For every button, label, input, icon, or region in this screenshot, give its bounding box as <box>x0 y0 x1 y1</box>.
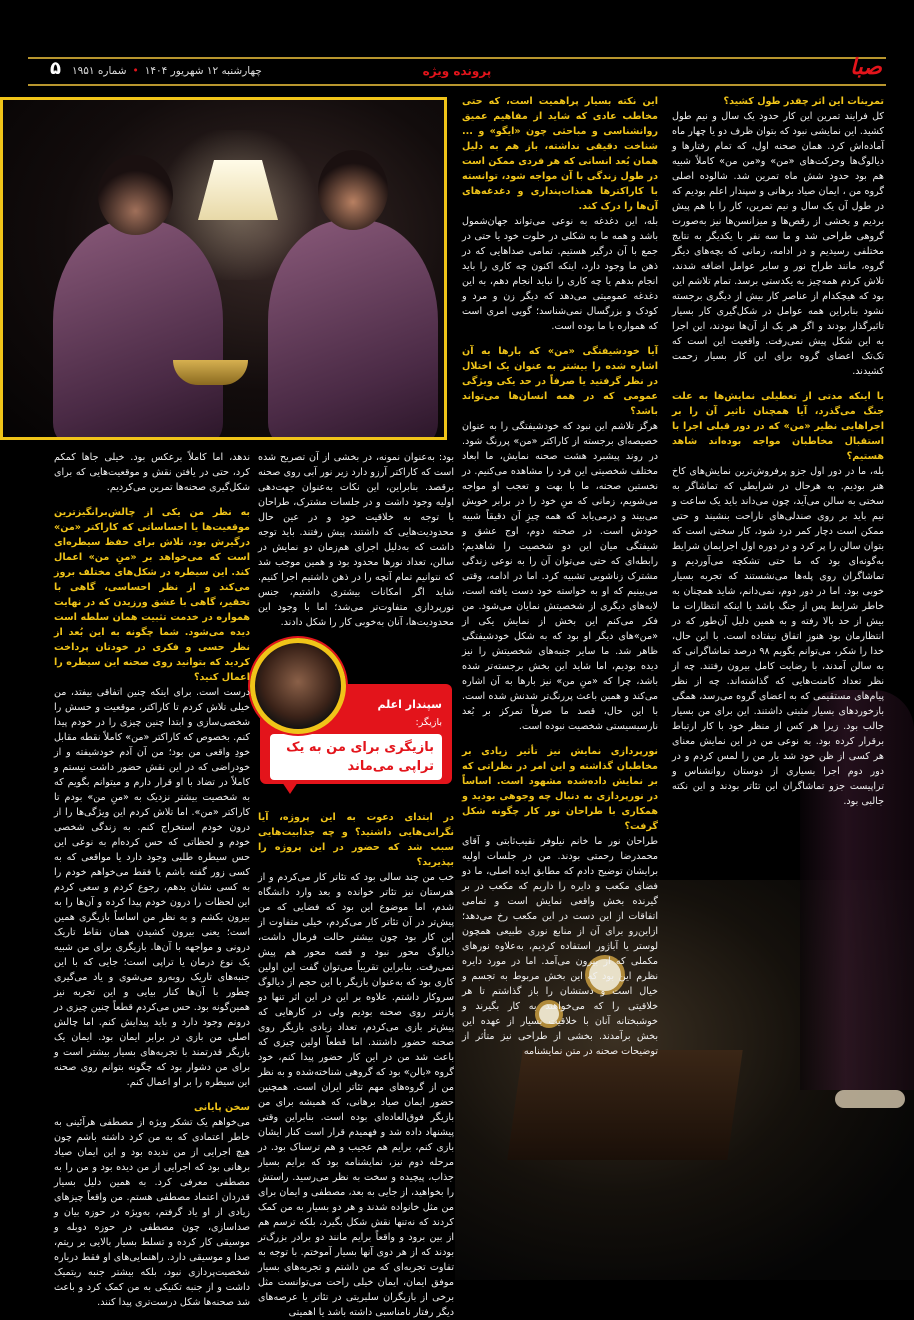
issue-date: چهارشنبه ۱۲ شهریور ۱۴۰۴ <box>144 65 262 77</box>
speech-bubble-tail <box>282 782 298 794</box>
actor-right <box>268 220 438 440</box>
issue-separator: • <box>132 65 139 77</box>
page-number: ۵ <box>50 58 61 79</box>
golden-bowl <box>173 360 248 385</box>
answer-paragraph: خب من چند سالی بود که تئاتر کار می‌کردم و از هنرستان نیز تئاتر خوانده و بعد وارد دانشگاه شدم، اما موضوع این بود که فضایی که من پیش‌تر در آن تئاتر کار می‌کردم، خیلی متفاوت از این کار بود چون بیشتر حالت فرمال داشت، دیالوگ محور نبود و قصه محور هم پیش نمی‌رفت. بنابراین تقریباً می‌توان گفت این اولین کاری بود که به‌عنوان بازیگر با این حجم از دیالوگ سروکار داشتم. علاوه بر این در این اثر تنها دو پارتنر روی صحنه بودیم ولی در کارهایی که پیش‌تر بازی می‌کردم، تعداد زیادی بازیگر روی صحنه حضور داشتند. اما قطعاً اولین چیزی که باعث شد من در این کار حضور پیدا کنم، خود گروه «بالن» بود که گروهی شناخته‌شده و به نظر من از گروه‌های مهم تئاتر ایران است. همچنین حضور ایمان صیاد برهانی، که همیشه برای من بازیگر فوق‌العاده‌ای بوده است. بنابراین وقتی پیشنهاد داده شد و فهمیدم قرار است کنار ایشان بازی کنم، برایم هم عجیب و هم ترسناک بود. در مرحله دوم نیز، نمایشنامه بود که برایم بسیار جذاب، پیچیده و سخت به نظر می‌رسید. راستش را بخواهید، از جایی به بعد، مصطفی و ایمان برای من مثل خانواده شدند و هر دو بسیار به من کمک کردند که نه‌تنها نقش شکل بگیرد، بلکه ترسم هم از بین برود و واقعاً برایم مانند دو برادر بزرگ‌تر بودند که از هر دوی آنها بسیار آموختم. با توجه به تفاوت تجربه‌ای که من داشتم و تجربه‌های بسیار موفق ایمان، ایمان خیلی راحت می‌توانست مثل برخی از بازیگران سلبریتی در تئاتر یا عرصه‌های دیگر رفتار نامناسبی داشته باشد یا اهمیتی <box>258 872 454 1318</box>
question-heading: به نظر من یکی از چالش‌برانگیزترین موقعیت‌ها یا احساساتی که کاراکتر «من» درگیرش بود، تلاش برای حفظ سیطره‌ای است که می‌خواهد بر «منِ من» اعمال کند. این سیطره در شکل‌های مختلف بروز می‌کند و از نظر احساسی، گاهی با تحقیر، گاهی با عشق ورزیدن که در نهایت همواره در خدمت تثبیت همان سلطه است دیده می‌شود. شما چگونه به این بُعد از نظر حسی و فکری در خودتان پرداخت کردید که بتوانید روی صحنه این سیطره را اعمال کنید؟ <box>54 507 250 683</box>
answer-paragraph: درست است. برای اینکه چنین اتفاقی بیفتد، من خیلی تلاش کردم تا کاراکتر، موقعیت و حسش را شخصی‌سازی و ابتدا چنین چیزی را در خودم پیدا کنم. بخصوص که کاراکتر «من» کاملاً نقطه مقابل خودِ واقعی من بود؛ من آن آدم خودشیفته و از خودراضی که در این نقش حضور داشت نیستم و کاملاً در تضاد با او قرار دارم و میتوانم بگویم که به شخصیت بیشتر نزدیک به «منِ من» بودم تا کاراکتر «من». اما تلاش کردم این ویژگی‌ها را از درون خودم استخراج کنم. به زندگی شخصی خودم و لحظاتی که حس کرده‌ام به نوعی این حس سیطره طلبی وجود دارد یا مواقعی که به کسی زور گفته باشم یا فقط می‌خواهم خودم را به کسی نشان بدهم، رجوع کردم و سعی کردم این لحظات را درون خودم پیدا کرده و آن‌ها را به بیرون بکشم و به نظر من اساساً بازیگری همین است؛ یعنی بیرون کشیدن همان نقاط تاریک درونی و مواجهه با آن‌ها. بازیگری برای من شبیه یک نوع درمان یا تراپی است؛ جایی که با این جنبه‌های تاریک روبه‌رو می‌شوی و یاد می‌گیری چطور با آن‌ها کنار بیایی و این تجربه نیز همین‌گونه بود. حس می‌کردم قطعاً چنین چیزی در درونم وجود دارد و باید پیدایش کنم. اما چالش اصلی من بازی در برابر ایمان بود. ایمان یک بازیگر قدرتمند با تجربه‌های بسیار بیشتر است و برای من دشوار بود که چگونه بتوانم روی صحنه این سیطره را بر او اعمال کنم. <box>54 687 250 1088</box>
question-heading: آیا خودشیفتگی «من» که بارها به آن اشاره شده را بیشتر به عنوان یک اختلال در نظر گرفتید یا صرفاً در حد یکی ویژگی عمومی که در همه انسان‌ها می‌تواند باشد؟ <box>462 346 658 417</box>
question-heading: تمرینات این اثر چقدر طول کشید؟ <box>723 96 884 107</box>
question-heading: نورپردازی نمایش نیز تأثیر زیادی بر مخاطبان گذاشته و این امر در نظراتی که بر نمایش داده‌شده مشهود است. اساساً در نورپردازی به دنبال چه وجوهی بودید و همکاری با طراحان نور کار چگونه شکل گرفت؟ <box>462 746 658 832</box>
answer-paragraph: طراحان نور ما خانم نیلوفر نقیب‌ثابتی و آقای محمدرضا رحمتی بودند. من در جلسات اولیه برایشان توضیح دادم که مطابق ایده اصلی، ما دو فضای مکعب و دایره را داریم که مکعب در بر گیرنده بخش واقعی نمایش است و تمامی اتفاقات از این دست در این مکعب رخ می‌دهد؛ ازاین‌رو برای آن از منابع نوری طبیعی همچون لوستر یا آباژور استفاده کردیم، به‌علاوه نورهای مکملی که از بیرون می‌آمد. اما در مورد دایره نظرم این بود که این بخش مربوط به تجسم و خیال است و دستشان را باز گذاشتم تا هر خلاقیتی را که می‌خواهند به کار بگیرند و خوشبختانه آنان با خلاقیت بسیار از عهده این بخش برآمدند. بخشی از طراحی نیز متأثر از توضیحات صحنه در متن نمایشنامه <box>462 836 658 1057</box>
slippers-prop <box>835 1090 905 1108</box>
header-bottom-rule <box>28 84 886 86</box>
desk-prop <box>507 1050 742 1160</box>
header-top-rule <box>28 57 886 59</box>
stage-photo <box>0 97 447 440</box>
issue-info <box>72 60 262 82</box>
interviewee-name: سپندار اعلم <box>377 698 442 711</box>
interviewee-box <box>258 638 454 800</box>
closing-heading: سخن پایانی <box>193 1102 250 1113</box>
answer-paragraph: هرگز تلاشم این نبود که خودشیفتگی را به عنوان خصیصه‌ای برجسته از کاراکتر «من» پررنگ شود. در روند پیشبرد هشت صحنه نمایش، ما ابعاد مختلف شخصیتی این فرد را مشاهده می‌کنیم. در نخستین صحنه، ما با بهت و تعجب او مواجه می‌شویم، زمانی که منِ خود را در برابر خویش می‌بیند و درمی‌یابد که همه چیزِ آن دقیقاً شبیه خودش است. در صحنه دوم، اوج عشق و شیفتگی میان این دو شخصیت را شاهدیم؛ رابطه‌ای که حتی می‌توان آن را به نوعی زندگی مشترک زناشویی تشبیه کرد. اما در ادامه، وقتی می‌بینیم که او به خواسته خود دست یافته است، لایه‌های دیگری از شخصیتش نمایان می‌شود. من فکر می‌کنم این بخش از نمایش یکی از «من»های دیگر او بود که به شکل خودشیفتگی ظاهر شد. ما سایر جنبه‌های شخصیتش را نیز دیده بودیم، اما شاید این بخش برجسته‌تر شده باشد، چرا که «منِ من» نیز بارها به آن اشاره می‌کند و همین باعث پررنگ‌تر شدنش شده است. با این حال، قصد ما صرفاً تمرکز بر بُعد نارسیسیستی شخصیت نبوده است. <box>462 421 658 732</box>
answer-paragraph: بله، این دغدغه به نوعی می‌تواند جهان‌شمول باشد و همه ما به شکلی در خلوت خود یا حتی در جمع با آن درگیر هستیم. تمامی صداهایی که در ذهن ما وجود دارد، اینکه اکنون چه کاری را باید انجام بدهم یا چه کاری را نباید انجام دهم، به این دغدغه عمومیتی می‌دهد که دیگر زن و مرد و کودک و بزرگسال نمی‌شناسد؛ گویی امری است که همواره با ما بوده است. <box>462 216 658 332</box>
answer-paragraph: بود: به‌عنوان نمونه، در بخشی از آن تصریح شده است که کاراکتر آرزو دارد زیر نور آبی روی صحنه برقصد. بنابراین، این نکات به‌عنوان جهت‌دهی اولیه وجود داشت و در جلسات مشترک، طراحان با توجه به خلاقیت خود و در عین حال محدودیت‌هایی که داشتند، پیش رفتند. باید توجه داشت که به‌دلیل اجرای هم‌زمان دو نمایش در سالن، تعداد نورها محدود بود و همین موجب شد که نتوانیم تمام آنچه را در ذهن داشتیم اجرا کنیم. شاید اگر امکانات بیشتری داشتیم، جنس نورپردازی متفاوت‌تر می‌شد؛ اما با وجود این محدودیت‌ها، آنان به‌خوبی کار را شکل دادند. <box>258 452 454 628</box>
answer-paragraph: ندهد، اما کاملاً برعکس بود. خیلی جاها کمکم کرد، حتی در یافتن نقش و موقعیت‌هایی که برای شکل‌گیری صحنه‌ها تمرین می‌کردیم. <box>54 452 250 493</box>
section-title: پرونده ویژه <box>422 64 492 78</box>
pull-quote: بازیگری برای من به یک تراپی می‌ماند <box>270 734 442 780</box>
article-column-3 <box>258 450 454 1320</box>
article-column-4 <box>54 450 250 1310</box>
answer-paragraph: کل فرایند تمرین این کار حدود یک سال و نیم طول کشید. این نمایشی نبود که بتوان ظرف دو یا چهار ماه آماده‌اش کرد. همان صحنه اول، که تمام رفتارها و دیالوگ‌ها وحرکت‌های «من» و«من من» کاملاً شبیه هم بود حدود شش ماه تمرین شد. شالوده اصلی گروه من ، ایمان صیاد برهانی و سپندار اعلم بودیم که در طول آن یک سال و نیم تمرین، کار را با هم پیش بردیم و بخشی از رقص‌ها و میزانسن‌ها نیز به‌صورت گروهی طراحی شد و ما سه نفر با یکدیگر به نتایج مختلفی رسیدیم و در ادامه، زمانی که بچه‌های دیگر گروه، مانند طراح نور و سایر عوامل اضافه شدند، تلاش کردم همه‌چیز به یکدستی برسد. تمام تلاشم این بود که هیچکدام از عناصر کار بیش از دیگری برجسته نشود بنابراین همه عوامل در شکل‌گیری کار بسیار تاثیرگذار بودند و اگر هر یک از آن‌ها نبودند، این اجرا به این شکل پیش نمی‌رفت. واقعیت این است که تک‌تک اعضای گروه برای این کار بسیار زحمت کشیدند. <box>672 111 884 377</box>
actor-left <box>53 220 223 440</box>
article-column-2 <box>462 94 658 1059</box>
question-heading: این نکته بسیار پراهمیت است، که حتی مخاطب عادی که شاید از مفاهیم عمیق روانشناسی و مباحثی چون «ایگو» و ... شناخت دقیقی نداشته، باز هم به دلیل همان بُعد انسانی که هر فردی ممکن است در طول زندگی با آن مواجه شود، توانسته با کاراکترها همذات‌پنداری و دغدغه‌های آن‌ها را درک کند. <box>462 96 658 212</box>
interviewee-role: بازیگر: <box>415 717 442 728</box>
answer-paragraph: می‌خواهم یک تشکر ویژه از مصطفی هرآئینی به خاطر اعتمادی که به من کرد داشته باشم چون هیچ اجرایی از من ندیده بود و این ایمان صیاد برهانی بود که اجرایی از من دیده بود و من را به مصطفی معرفی کرد. به همین دلیل بسیار قدردان اعتماد مصطفی هستم. من واقعاً چیزهای زیادی از او یاد گرفتم، به‌ویژه در حوزه بیان و صداسازی، چون مصطفی در حوزه دوبله و موسیقی کار کرده و تسلط بسیار بالایی بر ریتم، صدا و موسیقی دارد. راهنمایی‌های او فقط درباره شخصیت‌پردازی نبود، بلکه بیشتر جنبه ریتمیک داشت و از جنبه تکنیکی به من کمک کرد و باعث شد صحنه‌ها شکل درست‌تری پیدا کنند. <box>54 1117 250 1308</box>
question-heading: با اینکه مدتی از تعطیلی نمایش‌ها به علت جنگ می‌گذرد، آیا همچنان تاثیر آن را بر اجراهایی نظیر «من» که در دور قبلی اجرا با استقبال مخاطبان مواجه بوده‌اند شاهد هستیم؟ <box>672 391 884 462</box>
answer-paragraph: بله، ما در دور اول جزو پرفروش‌ترین نمایش‌های کاخ هنر بودیم. به هرحال در شرایطی که تماشاگر به سختی به سالن می‌آید، چون می‌داند باید یک ساعت و نیم باید بر روی صندلی‌های ناراحت بنشیند و حتی ممکن است دچار کمر درد شود، کار سختی است که بتوان سالن را پر کرد و در دوره اول اجرایمان شرایط به‌گونه‌ای بود که ما حتی تشکچه می‌آوردیم و تماشاگران روی پله‌ها می‌نشستند که تجربه بسیار خوبی بود. اما در دور دوم، نمی‌دانم، شاید همچنان به خاطر شرایط پس از جنگ باشد یا اینکه انتظارات ما بیش از حد بالا رفته و به همین دلیل آن‌طور که در انتظارمان بود هنوز اتفاق نیفتاده است. با این حال، خدا را شکر، می‌توانم بگویم ۹۸ درصد تماشاگرانی که به سالن آمدند، با رضایت کامل بیرون رفتند. چه از نظر تعداد کامنت‌هایی که گذاشته‌اند. چه از نظر پیام‌های مستقیمی که به اعضای گروه می‌رسد، همگی بازخوردهای بسیار مثبتی داشتند. این برای من بسیار جالب بود. زیرا هر کس از منظر خود با کار ارتباط برقرار کرده بود. به نوعی من در این نمایش معنای هر کسی از ظن خود شد یار من را لمس کردم و در دور دوم اجرا بسیاری از دوستان روانشناس و تراپیست جزو تماشاگران این تئاتر بودند و این نکته جالبی بود. <box>672 466 884 807</box>
interviewee-avatar <box>250 638 346 734</box>
magazine-logo: صبا <box>849 54 882 80</box>
actor-right-head <box>318 150 388 230</box>
question-heading: در ابتدای دعوت به این پروژه، آیا نگرانی‌هایی داشتید؟ و چه جذابیت‌هایی سبب شد که حضور در این پروژه را بپذیرید؟ <box>258 812 454 868</box>
issue-number: شماره ۱۹۵۱ <box>72 65 127 77</box>
article-column-1 <box>672 94 884 809</box>
actor-left-head <box>98 155 173 235</box>
